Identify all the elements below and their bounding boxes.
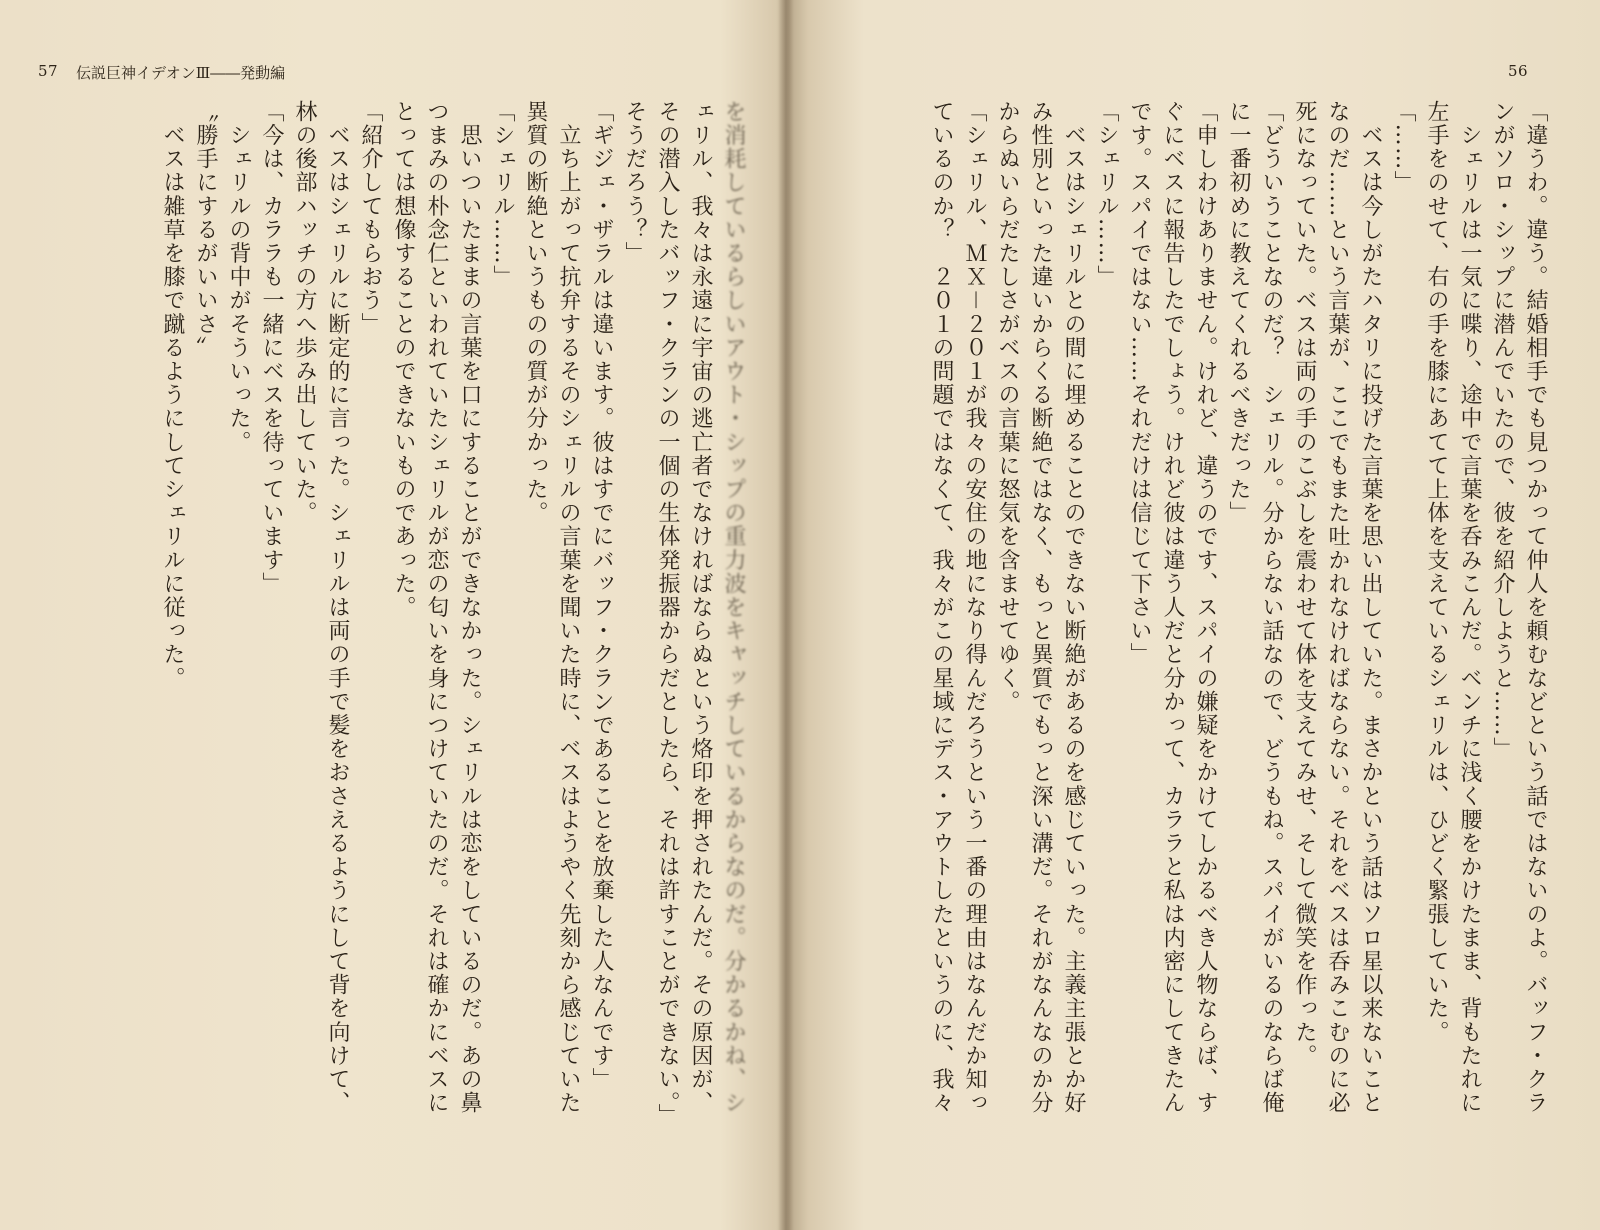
text-line: そうだろう？」	[622, 100, 647, 266]
right-page	[785, 0, 1600, 1230]
text-line: です。スパイではない……それだけは信じて下さい」	[1127, 100, 1152, 667]
text-line: シェリルは一気に喋り、途中で言葉を呑みこんだ。ベンチに浅く腰をかけたまま、背もたれに	[1457, 100, 1482, 1115]
text-line: 「ギジェ・ザラルは違います。彼はすでにバッフ・クランであることを放棄した人なんです」	[589, 100, 614, 1092]
left-page	[0, 0, 785, 1230]
text-line: 「今は、カララも一緒にベスを待っています」	[259, 100, 284, 596]
text-line: 「申しわけありません。けれど、違うのです、スパイの嫌疑をかけてしかるべき人物ならば、す	[1193, 100, 1218, 1115]
text-line: 「紹介してもらおう」	[358, 100, 383, 336]
text-line: み性別といった違いからくる断絶ではなく、もっと異質でもっと深い溝だ。それがなんなのか分	[1028, 100, 1053, 1115]
text-line: 死になっていた。ベスは両の手のこぶしを震わせて体を支えてみせ、そして微笑を作った。	[1292, 100, 1317, 1068]
text-line: シェリルの背中がそういった。	[226, 100, 251, 454]
text-line: 「シェリル……」	[490, 100, 515, 289]
text-line: とっては想像することのできないものであった。	[391, 100, 416, 620]
text-line: ェリル、我々は永遠に宇宙の逃亡者でなければならぬという烙印を押されたんだ。その原因が、	[688, 100, 713, 1115]
text-line: からぬいらだたしさがベスの言葉に怒気を含ませてゆく。	[995, 100, 1020, 714]
left-page-body	[70, 100, 750, 1180]
text-line: ベスは今しがたハタリに投げた言葉を思い出していた。まさかという話はソロ星以来ないこと	[1358, 100, 1383, 1115]
text-line: を消耗しているらしいアウト・シップの重力波をキャッチしているからなのだ。分かるかね、シ	[721, 100, 746, 1115]
text-line: ているのか？ ２０１の問題ではなくて、我々がこの星域にデス・アウトしたというのに、我々	[929, 100, 954, 1115]
text-line: 立ち上がって抗弁するそのシェリルの言葉を聞いた時に、ベスはようやく先刻から感じていた	[556, 100, 581, 1115]
text-line: 「シェリル、ＭＸ－２０１が我々の安住の地になり得んだろうという一番の理由はなんだか知っ	[962, 100, 987, 1115]
text-line: 「どういうことなのだ？ シェリル。分からない話なので、どうもね。スパイがいるのならば俺	[1259, 100, 1284, 1115]
text-line: なのだ……という言葉が、ここでもまた吐かれなければならない。それをベスは呑みこむのに必	[1325, 100, 1350, 1115]
text-line: 思いついたままの言葉を口にすることができなかった。シェリルは恋をしているのだ。あの鼻	[457, 100, 482, 1115]
text-line: 「違うわ。違う。結婚相手でも見つかって仲人を頼むなどという話ではないのよ。バッフ・クラ	[1523, 100, 1548, 1115]
text-line: 異質の断絶というものの質が分かった。	[523, 100, 548, 525]
text-line: つまみの朴念仁といわれていたシェリルが恋の匂いを身につけていたのだ。それは確かにベスに	[424, 100, 449, 1115]
text-line: に一番初めに教えてくれるべきだった」	[1226, 100, 1251, 525]
text-line: 〝勝手にするがいいさ〟	[193, 100, 218, 360]
text-line: 「……」	[1391, 100, 1416, 195]
page-number-left: 57	[38, 62, 59, 80]
text-line: ベスはシェリルとの間に埋めることのできない断絶があるのを感じていった。主義主張とか好	[1061, 100, 1086, 1115]
text-line: その潜入したバッフ・クランの一個の生体発振器からだとしたら、それは許すことができない。」	[655, 100, 680, 1128]
running-title: 伝説巨神イデオンⅢ――発動編	[76, 64, 286, 82]
book-gutter	[778, 0, 794, 1230]
text-line: 林の後部ハッチの方へ歩み出していた。	[292, 100, 317, 525]
page-number-right: 56	[1508, 62, 1529, 80]
text-line: 「シェリル……」	[1094, 100, 1119, 289]
text-line: ベスはシェリルに断定的に言った。シェリルは両の手で髪をおさえるようにして背を向けて、	[325, 100, 350, 1115]
text-line: ぐにベスに報告したでしょう。けれど彼は違う人だと分かって、カララと私は内密にしてきたん	[1160, 100, 1185, 1115]
text-line: ンがソロ・シップに潜んでいたので、彼を紹介しようと……」	[1490, 100, 1515, 761]
right-page-body	[820, 100, 1552, 1180]
text-line: ベスは雑草を膝で蹴るようにしてシェリルに従った。	[160, 100, 185, 690]
text-line: 左手をのせて、右の手を膝にあてて上体を支えているシェリルは、ひどく緊張していた。	[1424, 100, 1449, 1044]
